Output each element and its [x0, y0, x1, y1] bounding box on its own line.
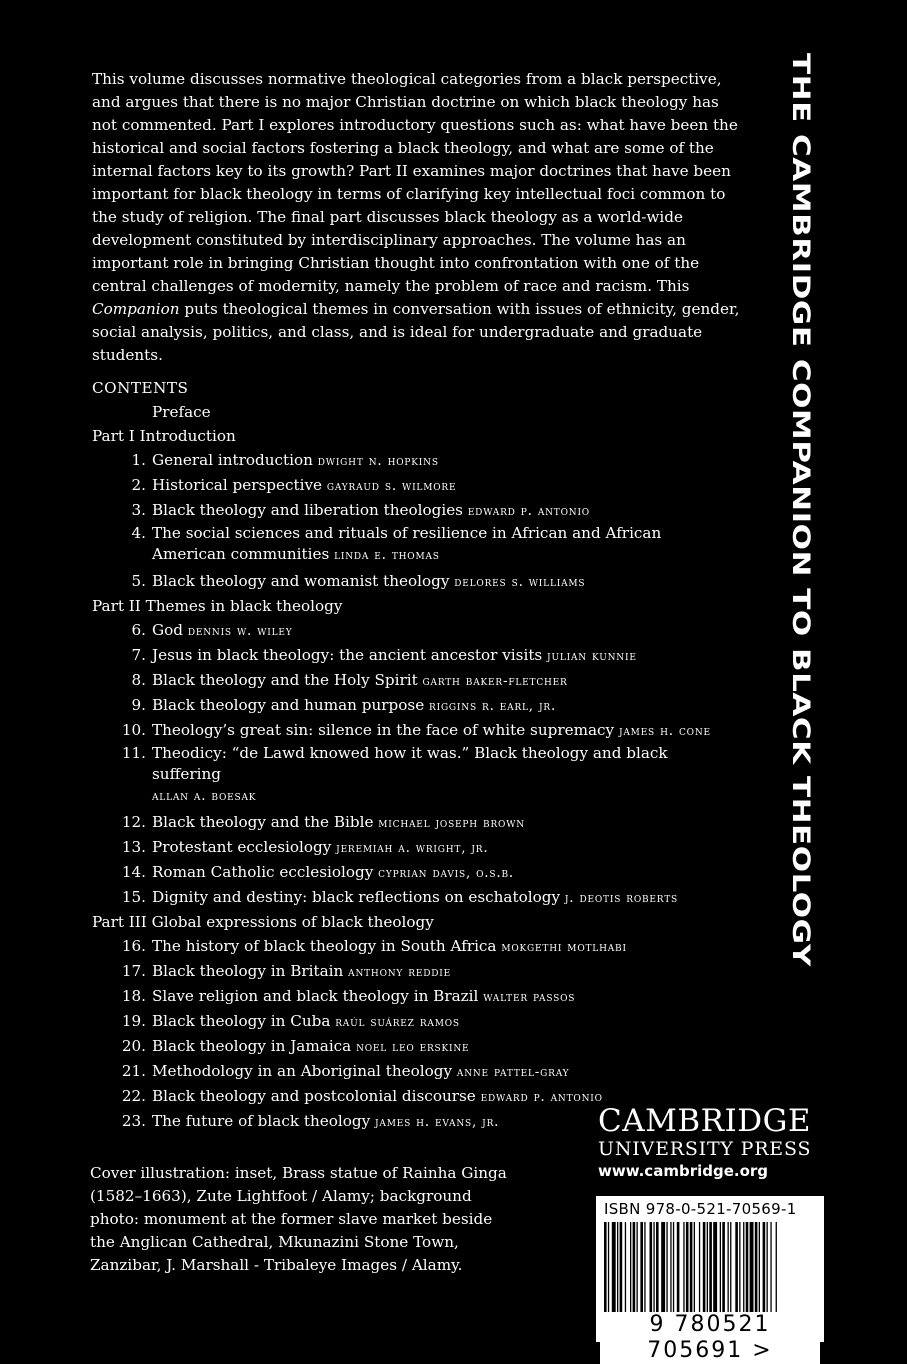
chapter-author: mokgethi motlhabi	[501, 939, 627, 955]
chapter-number: 12.	[121, 813, 146, 831]
barcode-bar	[713, 1222, 717, 1318]
chapter-author: dennis w. wiley	[187, 623, 293, 639]
publisher-subtitle: UNIVERSITY PRESS	[598, 1138, 812, 1160]
blurb-text: This volume discusses normative theological categories from a black perspective, and argues that there is no major Christian doctrine on which black theology has not commented. Part I explores introductory questions such as: what have been the historical and social factors fostering a black theology, and what are some of the internal factors key to its growth? Part II examines major doctrines that have been important for black theology in terms of clarifying key intellectual foci common to the study of religion. The final part discusses black theology as a world-wide development constituted by interdisciplinary approaches. The volume has an important role in bringing Christian thought into confrontation with one of the central challenges of modernity, namely the problem of race and racism. This	[92, 70, 738, 295]
chapter-entry	[92, 693, 732, 718]
chapter-author: jeremiah a. wright, jr.	[336, 840, 489, 856]
barcode-bar	[735, 1222, 738, 1318]
chapter-title: Black theology in Britain	[152, 962, 344, 980]
blurb-text-end: puts theological themes in conversation with issues of ethnicity, gender, social analysis, politics, and class, and is ideal for undergraduate and graduate students.	[92, 300, 740, 364]
chapter-title: The social sciences and rituals of resilience in African and African American communities	[152, 524, 662, 563]
barcode-bar	[770, 1222, 771, 1318]
chapter-entry	[92, 643, 732, 668]
barcode-bar	[617, 1222, 618, 1318]
chapter-author: james h. cone	[618, 723, 711, 739]
chapter-author: anthony reddie	[348, 964, 451, 980]
publisher-url: www.cambridge.org	[598, 1162, 769, 1180]
barcode-bar	[630, 1222, 631, 1318]
chapter-number: 18.	[121, 987, 146, 1005]
barcode-bar	[612, 1222, 616, 1318]
chapter-title: Black theology in Jamaica	[152, 1037, 352, 1055]
barcode	[596, 1196, 824, 1363]
chapter-entry	[92, 448, 732, 473]
barcode-bar	[707, 1222, 708, 1318]
chapter-number: 6.	[131, 621, 146, 639]
barcode-bar	[759, 1222, 760, 1318]
barcode-bar	[620, 1222, 623, 1318]
barcode-bar	[690, 1222, 693, 1318]
barcode-bar	[650, 1222, 653, 1318]
publisher-logo	[598, 1104, 828, 1182]
chapter-author: michael joseph brown	[378, 815, 525, 831]
barcode-bar	[694, 1222, 695, 1318]
barcode-bar	[776, 1222, 777, 1318]
spine-title-text: THE CAMBRIDGE COMPANION TO BLACK THEOLOGY	[786, 53, 816, 967]
chapter-entry	[92, 835, 732, 860]
barcode-bar	[703, 1222, 706, 1318]
chapter-number: 17.	[121, 962, 146, 980]
chapter-author: linda e. thomas	[334, 547, 440, 563]
chapter-number: 21.	[121, 1062, 146, 1080]
chapter-author: james h. evans, jr.	[375, 1114, 500, 1130]
barcode-bar	[633, 1222, 636, 1318]
chapter-author: julian kunnie	[547, 648, 637, 664]
chapter-title: Slave religion and black theology in Brazil	[152, 987, 479, 1005]
chapter-entry	[92, 523, 732, 566]
barcode-bar	[640, 1222, 643, 1318]
barcode-bar	[750, 1222, 754, 1318]
barcode-bar	[677, 1222, 680, 1318]
barcode-bar	[637, 1222, 638, 1318]
description-blurb	[92, 68, 742, 367]
chapter-number: 13.	[121, 838, 146, 856]
chapter-title: General introduction	[152, 451, 313, 469]
barcode-bar	[608, 1222, 609, 1318]
chapter-title: The history of black theology in South Africa	[152, 937, 497, 955]
barcode-digits: 9 780521 705691 >	[600, 1312, 820, 1364]
barcode-bar	[656, 1222, 659, 1318]
chapter-title: Theology’s great sin: silence in the face of white supremacy	[152, 721, 615, 739]
barcode-bar	[644, 1222, 645, 1318]
barcode-bar	[625, 1222, 626, 1318]
chapter-entry	[92, 569, 732, 594]
chapter-entry	[92, 984, 732, 1009]
chapter-entry	[92, 618, 732, 643]
barcode-bar	[739, 1222, 740, 1318]
chapter-number: 14.	[121, 863, 146, 881]
chapter-author: anne pattel-gray	[456, 1064, 570, 1080]
barcode-bar	[709, 1222, 712, 1318]
chapter-entry	[92, 668, 732, 693]
chapter-title: Black theology in Cuba	[152, 1012, 331, 1030]
chapter-title: Black theology and postcolonial discourse	[152, 1087, 476, 1105]
chapter-number: 2.	[131, 476, 146, 494]
contents-parts	[92, 424, 732, 1134]
cover-credit: Cover illustration: inset, Brass statue of Rainha Ginga (1582–1663), Zute Lightfoot / Alamy; background photo: monument at the former slave market beside the Anglican Cathedral, Mkunazini Stone Town, Zanzibar, J. Marshall - Tribaleye Images / Alamy.	[90, 1164, 507, 1274]
chapter-entry	[92, 718, 732, 743]
barcode-bar	[743, 1222, 744, 1318]
chapter-title: Black theology and the Holy Spirit	[152, 671, 418, 689]
chapter-title: Theodicy: “de Lawd knowed how it was.” Black theology and black suffering	[152, 744, 668, 783]
contents-heading: CONTENTS	[92, 379, 189, 397]
chapter-author: riggins r. earl, jr.	[429, 698, 557, 714]
chapter-author: garth baker-fletcher	[422, 673, 568, 689]
chapter-number: 10.	[121, 721, 146, 739]
barcode-bar	[686, 1222, 689, 1318]
chapter-title: Roman Catholic ecclesiology	[152, 863, 374, 881]
barcode-bar	[722, 1222, 725, 1318]
barcode-bars	[602, 1222, 818, 1318]
chapter-entry	[92, 1059, 732, 1084]
barcode-bar	[720, 1222, 721, 1318]
barcode-bar	[683, 1222, 684, 1318]
chapter-number: 3.	[131, 501, 146, 519]
chapter-entry	[92, 959, 732, 984]
chapter-title: Black theology and human purpose	[152, 696, 425, 714]
chapter-author: dwight n. hopkins	[317, 453, 439, 469]
chapter-entry	[92, 743, 732, 807]
part-heading: Part III Global expressions of black theology	[92, 913, 434, 931]
barcode-bar	[604, 1222, 607, 1318]
chapter-entry	[92, 860, 732, 885]
barcode-bar	[730, 1222, 731, 1318]
chapter-entry	[92, 885, 732, 910]
part-heading: Part II Themes in black theology	[92, 597, 343, 615]
chapter-number: 16.	[121, 937, 146, 955]
chapter-title: Historical perspective	[152, 476, 323, 494]
chapter-author: raúl suárez ramos	[335, 1014, 460, 1030]
chapter-number: 7.	[131, 646, 146, 664]
barcode-bar	[670, 1222, 671, 1318]
publisher-name: CAMBRIDGE	[598, 1103, 811, 1139]
chapter-entry	[92, 473, 732, 498]
barcode-bar	[699, 1222, 700, 1318]
chapter-title: The future of black theology	[152, 1112, 371, 1130]
chapter-entry	[92, 810, 732, 835]
chapter-number: 8.	[131, 671, 146, 689]
chapter-title: Black theology and liberation theologies	[152, 501, 463, 519]
chapter-author: noel leo erskine	[356, 1039, 470, 1055]
chapter-number: 1.	[131, 451, 146, 469]
chapter-title: Methodology in an Aboriginal theology	[152, 1062, 453, 1080]
chapter-title: Black theology and womanist theology	[152, 572, 450, 590]
chapter-entry	[92, 1009, 732, 1034]
chapter-title: God	[152, 621, 183, 639]
barcode-bar	[673, 1222, 674, 1318]
chapter-title: Jesus in black theology: the ancient ancestor visits	[152, 646, 543, 664]
barcode-bar	[653, 1222, 654, 1318]
chapter-number: 5.	[131, 572, 146, 590]
barcode-bar	[763, 1222, 766, 1318]
chapter-number: 11.	[121, 744, 146, 762]
chapter-author: allan a. boesak	[152, 788, 257, 804]
chapter-number: 15.	[121, 888, 146, 906]
chapter-entry	[92, 498, 732, 523]
blurb-italic: Companion	[92, 300, 180, 318]
chapter-entry	[92, 1034, 732, 1059]
barcode-bar	[728, 1222, 729, 1318]
chapter-title: Dignity and destiny: black reflections on eschatology	[152, 888, 561, 906]
barcode-bar	[661, 1222, 665, 1318]
isbn-label: ISBN 978-0-521-70569-1	[604, 1200, 797, 1218]
chapter-entry	[92, 934, 732, 959]
chapter-author: gayraud s. wilmore	[326, 478, 457, 494]
chapter-number: 23.	[121, 1112, 146, 1130]
chapter-author: edward p. antonio	[480, 1089, 603, 1105]
preface-entry: Preface	[152, 403, 211, 421]
chapter-title: Black theology and the Bible	[152, 813, 374, 831]
chapter-number: 20.	[121, 1037, 146, 1055]
chapter-number: 19.	[121, 1012, 146, 1030]
chapter-author: delores s. williams	[454, 574, 586, 590]
chapter-author: j. deotis roberts	[564, 890, 678, 906]
barcode-bar	[666, 1222, 667, 1318]
barcode-bar	[767, 1222, 768, 1318]
chapter-author: cyprian davis, o.s.b.	[378, 865, 514, 881]
chapter-number: 4.	[131, 524, 146, 542]
chapter-number: 9.	[131, 696, 146, 714]
part-heading: Part I Introduction	[92, 427, 236, 445]
barcode-bar	[755, 1222, 758, 1318]
spine-title	[781, 53, 821, 967]
chapter-author: edward p. antonio	[467, 503, 590, 519]
barcode-bar	[746, 1222, 749, 1318]
table-of-contents	[92, 376, 732, 1134]
chapter-title: Protestant ecclesiology	[152, 838, 332, 856]
chapter-number: 22.	[121, 1087, 146, 1105]
chapter-author: walter passos	[483, 989, 576, 1005]
